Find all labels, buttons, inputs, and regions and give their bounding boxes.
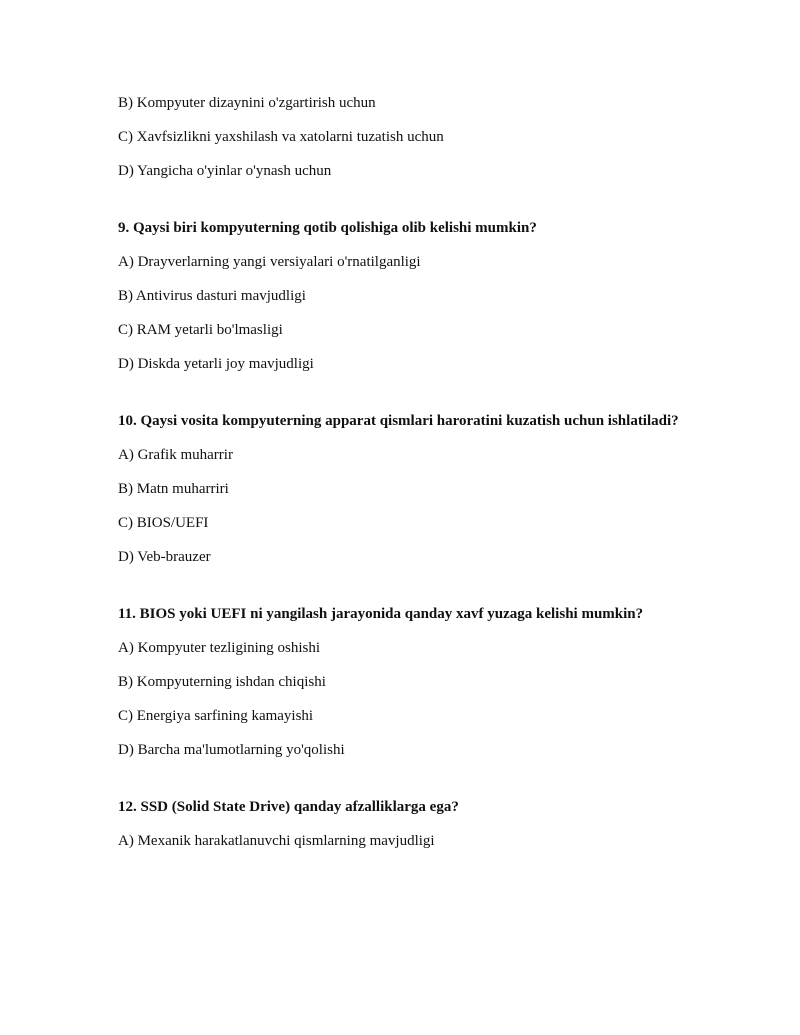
answer-option: B) Kompyuter dizaynini o'zgartirish uchun [118,95,376,111]
question-heading: 10. Qaysi vosita kompyuterning apparat qismlari haroratini kuzatish uchun ishlatiladi? [118,413,679,429]
question-heading: 11. BIOS yoki UEFI ni yangilash jarayonida qanday xavf yuzaga kelishi mumkin? [118,606,644,622]
question-heading: 9. Qaysi biri kompyuterning qotib qolishiga olib kelishi mumkin? [118,220,537,236]
answer-option: D) Veb-brauzer [118,549,211,565]
answer-option: C) Xavfsizlikni yaxshilash va xatolarni tuzatish uchun [118,129,444,145]
answer-option: C) BIOS/UEFI [118,515,209,531]
answer-option: D) Barcha ma'lumotlarning yo'qolishi [118,742,345,758]
answer-option: B) Kompyuterning ishdan chiqishi [118,674,326,690]
answer-option: C) Energiya sarfining kamayishi [118,708,314,724]
answer-option: B) Matn muharriri [118,481,229,497]
answer-option: A) Drayverlarning yangi versiyalari o'rnatilganligi [118,254,421,270]
answer-option: D) Diskda yetarli joy mavjudligi [118,356,314,372]
answer-option: A) Mexanik harakatlanuvchi qismlarning mavjudligi [118,833,435,849]
answer-option: A) Grafik muharrir [118,447,233,463]
answer-option: D) Yangicha o'yinlar o'ynash uchun [118,163,332,179]
question-heading: 12. SSD (Solid State Drive) qanday afzalliklarga ega? [118,799,459,815]
answer-option: A) Kompyuter tezligining oshishi [118,640,321,656]
answer-option: B) Antivirus dasturi mavjudligi [118,288,306,304]
answer-option: C) RAM yetarli bo'lmasligi [118,322,283,338]
